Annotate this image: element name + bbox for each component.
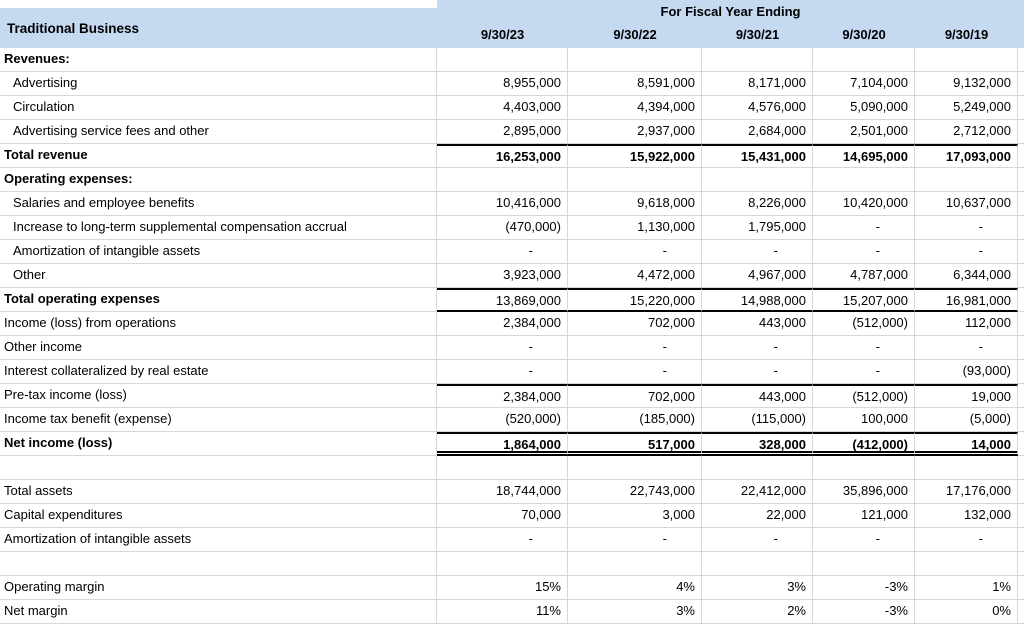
col-header-4[interactable]: 9/30/20 xyxy=(842,27,886,42)
header-top-strip xyxy=(0,0,437,8)
table-row xyxy=(0,336,1024,360)
row-spacer-cell xyxy=(1018,600,1024,624)
fiscal-year-header xyxy=(437,0,1024,48)
value-cell[interactable]: 6,344,000 xyxy=(915,264,1018,288)
fiscal-year-group-title: For Fiscal Year Ending xyxy=(660,4,801,19)
value-cell[interactable]: - xyxy=(568,360,702,384)
value-cell[interactable]: 7,104,000 xyxy=(813,72,915,96)
table-row xyxy=(0,96,1024,120)
table-row xyxy=(0,264,1024,288)
row-label[interactable]: Amortization of intangible assets xyxy=(0,240,437,264)
value-cell[interactable]: - xyxy=(915,240,1018,264)
table-title: Traditional Business xyxy=(7,20,140,36)
table-row xyxy=(0,288,1024,312)
value-cell[interactable] xyxy=(813,168,915,192)
value-cell[interactable]: 2,712,000 xyxy=(915,120,1018,144)
value-cell[interactable]: 2% xyxy=(702,600,813,624)
value-cell[interactable] xyxy=(915,456,1018,480)
value-cell[interactable]: 2,684,000 xyxy=(702,120,813,144)
value-cell[interactable]: - xyxy=(568,336,702,360)
table-row xyxy=(0,120,1024,144)
value-cell[interactable]: - xyxy=(702,360,813,384)
table-row xyxy=(0,456,1024,480)
row-spacer-cell xyxy=(1018,552,1024,576)
value-cell[interactable]: 70,000 xyxy=(437,504,568,528)
value-cell[interactable]: 16,253,000 xyxy=(437,144,568,168)
value-cell[interactable]: 443,000 xyxy=(702,384,813,408)
row-spacer-cell xyxy=(1018,240,1024,264)
value-cell[interactable]: 121,000 xyxy=(813,504,915,528)
value-cell[interactable] xyxy=(915,168,1018,192)
value-cell[interactable]: - xyxy=(702,336,813,360)
row-label[interactable]: Operating expenses: xyxy=(0,168,437,192)
row-spacer-cell xyxy=(1018,384,1024,408)
row-label[interactable]: Amortization of intangible assets xyxy=(0,528,437,552)
row-label[interactable]: Operating margin xyxy=(0,576,437,600)
table-row xyxy=(0,504,1024,528)
table-row xyxy=(0,192,1024,216)
value-cell[interactable] xyxy=(437,456,568,480)
value-cell[interactable] xyxy=(702,552,813,576)
value-cell[interactable] xyxy=(568,168,702,192)
table-row xyxy=(0,360,1024,384)
value-cell[interactable]: 517,000 xyxy=(568,432,702,456)
table-row xyxy=(0,528,1024,552)
value-cell[interactable]: - xyxy=(915,336,1018,360)
value-cell[interactable]: 3,923,000 xyxy=(437,264,568,288)
value-cell[interactable]: 3% xyxy=(568,600,702,624)
row-spacer-cell xyxy=(1018,216,1024,240)
value-cell[interactable]: - xyxy=(568,528,702,552)
value-cell[interactable]: 1% xyxy=(915,576,1018,600)
value-cell[interactable] xyxy=(702,48,813,72)
row-label[interactable]: Total operating expenses xyxy=(0,288,437,312)
value-cell[interactable]: 14,000 xyxy=(915,432,1018,456)
row-spacer-cell xyxy=(1018,168,1024,192)
value-cell[interactable]: 11% xyxy=(437,600,568,624)
value-cell[interactable]: - xyxy=(813,336,915,360)
value-cell[interactable]: 15,431,000 xyxy=(702,144,813,168)
value-cell[interactable] xyxy=(813,552,915,576)
table-row xyxy=(0,312,1024,336)
row-spacer-cell xyxy=(1018,528,1024,552)
table-row xyxy=(0,552,1024,576)
value-cell[interactable]: (93,000) xyxy=(915,360,1018,384)
value-cell[interactable]: (5,000) xyxy=(915,408,1018,432)
row-label[interactable]: Total revenue xyxy=(0,144,437,168)
value-cell[interactable] xyxy=(437,552,568,576)
value-cell[interactable]: (412,000) xyxy=(813,432,915,456)
row-spacer-cell xyxy=(1018,144,1024,168)
row-label[interactable] xyxy=(0,456,437,480)
table-row xyxy=(0,72,1024,96)
table-row xyxy=(0,48,1024,72)
row-label[interactable]: Net income (loss) xyxy=(0,432,437,456)
table-row xyxy=(0,216,1024,240)
value-cell[interactable]: 1,130,000 xyxy=(568,216,702,240)
value-cell[interactable]: 18,744,000 xyxy=(437,480,568,504)
row-label[interactable]: Revenues: xyxy=(0,48,437,72)
row-label[interactable]: Other income xyxy=(0,336,437,360)
value-cell[interactable]: 4% xyxy=(568,576,702,600)
value-cell[interactable]: - xyxy=(437,528,568,552)
col-header-1[interactable]: 9/30/23 xyxy=(480,27,525,42)
value-cell[interactable]: 132,000 xyxy=(915,504,1018,528)
value-cell[interactable] xyxy=(702,168,813,192)
row-spacer-cell xyxy=(1018,456,1024,480)
value-cell[interactable]: 702,000 xyxy=(568,384,702,408)
row-spacer-cell xyxy=(1018,48,1024,72)
row-label[interactable]: Advertising service fees and other xyxy=(0,120,437,144)
value-cell[interactable]: -3% xyxy=(813,600,915,624)
value-cell[interactable]: - xyxy=(813,528,915,552)
value-cell[interactable]: 4,787,000 xyxy=(813,264,915,288)
value-cell[interactable]: 4,472,000 xyxy=(568,264,702,288)
value-cell[interactable]: 4,403,000 xyxy=(437,96,568,120)
value-cell[interactable] xyxy=(437,48,568,72)
value-cell[interactable]: 100,000 xyxy=(813,408,915,432)
col-header-2[interactable]: 9/30/22 xyxy=(613,27,657,42)
value-cell[interactable]: 13,869,000 xyxy=(437,288,568,312)
value-cell[interactable]: - xyxy=(702,240,813,264)
row-spacer-cell xyxy=(1018,192,1024,216)
value-cell[interactable]: 16,981,000 xyxy=(915,288,1018,312)
row-spacer-cell xyxy=(1018,336,1024,360)
value-cell[interactable]: 35,896,000 xyxy=(813,480,915,504)
value-cell[interactable] xyxy=(568,456,702,480)
value-cell[interactable]: 4,576,000 xyxy=(702,96,813,120)
value-cell[interactable]: 2,384,000 xyxy=(437,312,568,336)
value-cell[interactable]: 10,416,000 xyxy=(437,192,568,216)
row-spacer-cell xyxy=(1018,360,1024,384)
value-cell[interactable] xyxy=(915,48,1018,72)
row-spacer-cell xyxy=(1018,120,1024,144)
table-title-cell[interactable] xyxy=(0,8,437,48)
row-spacer-cell xyxy=(1018,264,1024,288)
table-row xyxy=(0,432,1024,456)
value-cell[interactable]: 3,000 xyxy=(568,504,702,528)
value-cell[interactable]: 10,637,000 xyxy=(915,192,1018,216)
col-header-3[interactable]: 9/30/21 xyxy=(735,27,780,42)
row-spacer-cell xyxy=(1018,312,1024,336)
fiscal-year-columns xyxy=(437,21,1024,48)
table-row xyxy=(0,408,1024,432)
col-header-spacer xyxy=(1018,21,1024,48)
value-cell[interactable] xyxy=(568,48,702,72)
row-label[interactable]: Net margin xyxy=(0,600,437,624)
value-cell[interactable]: 2,384,000 xyxy=(437,384,568,408)
value-cell[interactable]: 8,955,000 xyxy=(437,72,568,96)
row-spacer-cell xyxy=(1018,288,1024,312)
row-label[interactable]: Total assets xyxy=(0,480,437,504)
value-cell[interactable]: 22,000 xyxy=(702,504,813,528)
value-cell[interactable] xyxy=(915,552,1018,576)
value-cell[interactable]: 1,864,000 xyxy=(437,432,568,456)
value-cell[interactable]: 22,412,000 xyxy=(702,480,813,504)
row-spacer-cell xyxy=(1018,408,1024,432)
value-cell[interactable]: - xyxy=(915,528,1018,552)
value-cell[interactable]: 5,090,000 xyxy=(813,96,915,120)
value-cell[interactable]: 8,591,000 xyxy=(568,72,702,96)
value-cell[interactable]: 328,000 xyxy=(702,432,813,456)
value-cell[interactable]: - xyxy=(437,336,568,360)
value-cell[interactable]: (470,000) xyxy=(437,216,568,240)
value-cell[interactable]: - xyxy=(437,240,568,264)
table-row xyxy=(0,144,1024,168)
value-cell[interactable]: (520,000) xyxy=(437,408,568,432)
value-cell[interactable]: 8,171,000 xyxy=(702,72,813,96)
value-cell[interactable]: 2,501,000 xyxy=(813,120,915,144)
value-cell[interactable]: 5,249,000 xyxy=(915,96,1018,120)
value-cell[interactable]: - xyxy=(702,528,813,552)
value-cell[interactable]: 2,937,000 xyxy=(568,120,702,144)
value-cell[interactable]: (185,000) xyxy=(568,408,702,432)
row-label[interactable]: Capital expenditures xyxy=(0,504,437,528)
value-cell[interactable]: 3% xyxy=(702,576,813,600)
col-header-5[interactable]: 9/30/19 xyxy=(944,27,989,42)
value-cell[interactable]: (115,000) xyxy=(702,408,813,432)
value-cell[interactable]: 15% xyxy=(437,576,568,600)
row-spacer-cell xyxy=(1018,432,1024,456)
row-label[interactable]: Advertising xyxy=(0,72,437,96)
value-cell[interactable]: 9,618,000 xyxy=(568,192,702,216)
value-cell[interactable]: - xyxy=(568,240,702,264)
value-cell[interactable]: 443,000 xyxy=(702,312,813,336)
value-cell[interactable]: 112,000 xyxy=(915,312,1018,336)
table-body xyxy=(0,48,1024,624)
table-row xyxy=(0,240,1024,264)
value-cell[interactable]: 15,922,000 xyxy=(568,144,702,168)
value-cell[interactable]: 10,420,000 xyxy=(813,192,915,216)
row-spacer-cell xyxy=(1018,96,1024,120)
table-header xyxy=(0,0,1024,48)
row-label[interactable]: Pre-tax income (loss) xyxy=(0,384,437,408)
value-cell[interactable]: 17,176,000 xyxy=(915,480,1018,504)
row-spacer-cell xyxy=(1018,576,1024,600)
row-label[interactable]: Salaries and employee benefits xyxy=(0,192,437,216)
row-spacer-cell xyxy=(1018,72,1024,96)
row-label[interactable]: Other xyxy=(0,264,437,288)
row-spacer-cell xyxy=(1018,480,1024,504)
value-cell[interactable] xyxy=(813,456,915,480)
row-label[interactable]: Interest collateralized by real estate xyxy=(0,360,437,384)
value-cell[interactable]: 2,895,000 xyxy=(437,120,568,144)
value-cell[interactable]: 15,220,000 xyxy=(568,288,702,312)
value-cell[interactable]: - xyxy=(813,216,915,240)
value-cell[interactable]: 9,132,000 xyxy=(915,72,1018,96)
table-row xyxy=(0,384,1024,408)
row-label[interactable]: Income (loss) from operations xyxy=(0,312,437,336)
header-left-column xyxy=(0,0,437,48)
value-cell[interactable]: 15,207,000 xyxy=(813,288,915,312)
table-row xyxy=(0,480,1024,504)
value-cell[interactable]: 4,394,000 xyxy=(568,96,702,120)
value-cell[interactable]: 14,988,000 xyxy=(702,288,813,312)
value-cell[interactable] xyxy=(437,168,568,192)
value-cell[interactable]: (512,000) xyxy=(813,384,915,408)
value-cell[interactable] xyxy=(813,48,915,72)
value-cell[interactable]: -3% xyxy=(813,576,915,600)
value-cell[interactable]: - xyxy=(437,360,568,384)
value-cell[interactable]: 8,226,000 xyxy=(702,192,813,216)
row-spacer-cell xyxy=(1018,504,1024,528)
value-cell[interactable]: - xyxy=(915,216,1018,240)
value-cell[interactable]: 17,093,000 xyxy=(915,144,1018,168)
value-cell[interactable]: 22,743,000 xyxy=(568,480,702,504)
row-label[interactable] xyxy=(0,552,437,576)
table-row xyxy=(0,168,1024,192)
value-cell[interactable]: - xyxy=(813,360,915,384)
value-cell[interactable]: 1,795,000 xyxy=(702,216,813,240)
value-cell[interactable]: 702,000 xyxy=(568,312,702,336)
value-cell[interactable] xyxy=(702,456,813,480)
value-cell[interactable]: - xyxy=(813,240,915,264)
table-row xyxy=(0,600,1024,624)
row-label[interactable]: Income tax benefit (expense) xyxy=(0,408,437,432)
value-cell[interactable]: 4,967,000 xyxy=(702,264,813,288)
value-cell[interactable]: 14,695,000 xyxy=(813,144,915,168)
row-label[interactable]: Circulation xyxy=(0,96,437,120)
value-cell[interactable]: (512,000) xyxy=(813,312,915,336)
value-cell[interactable] xyxy=(568,552,702,576)
row-label[interactable]: Increase to long-term supplemental compensation accrual xyxy=(0,216,437,240)
value-cell[interactable]: 19,000 xyxy=(915,384,1018,408)
table-row xyxy=(0,576,1024,600)
value-cell[interactable]: 0% xyxy=(915,600,1018,624)
